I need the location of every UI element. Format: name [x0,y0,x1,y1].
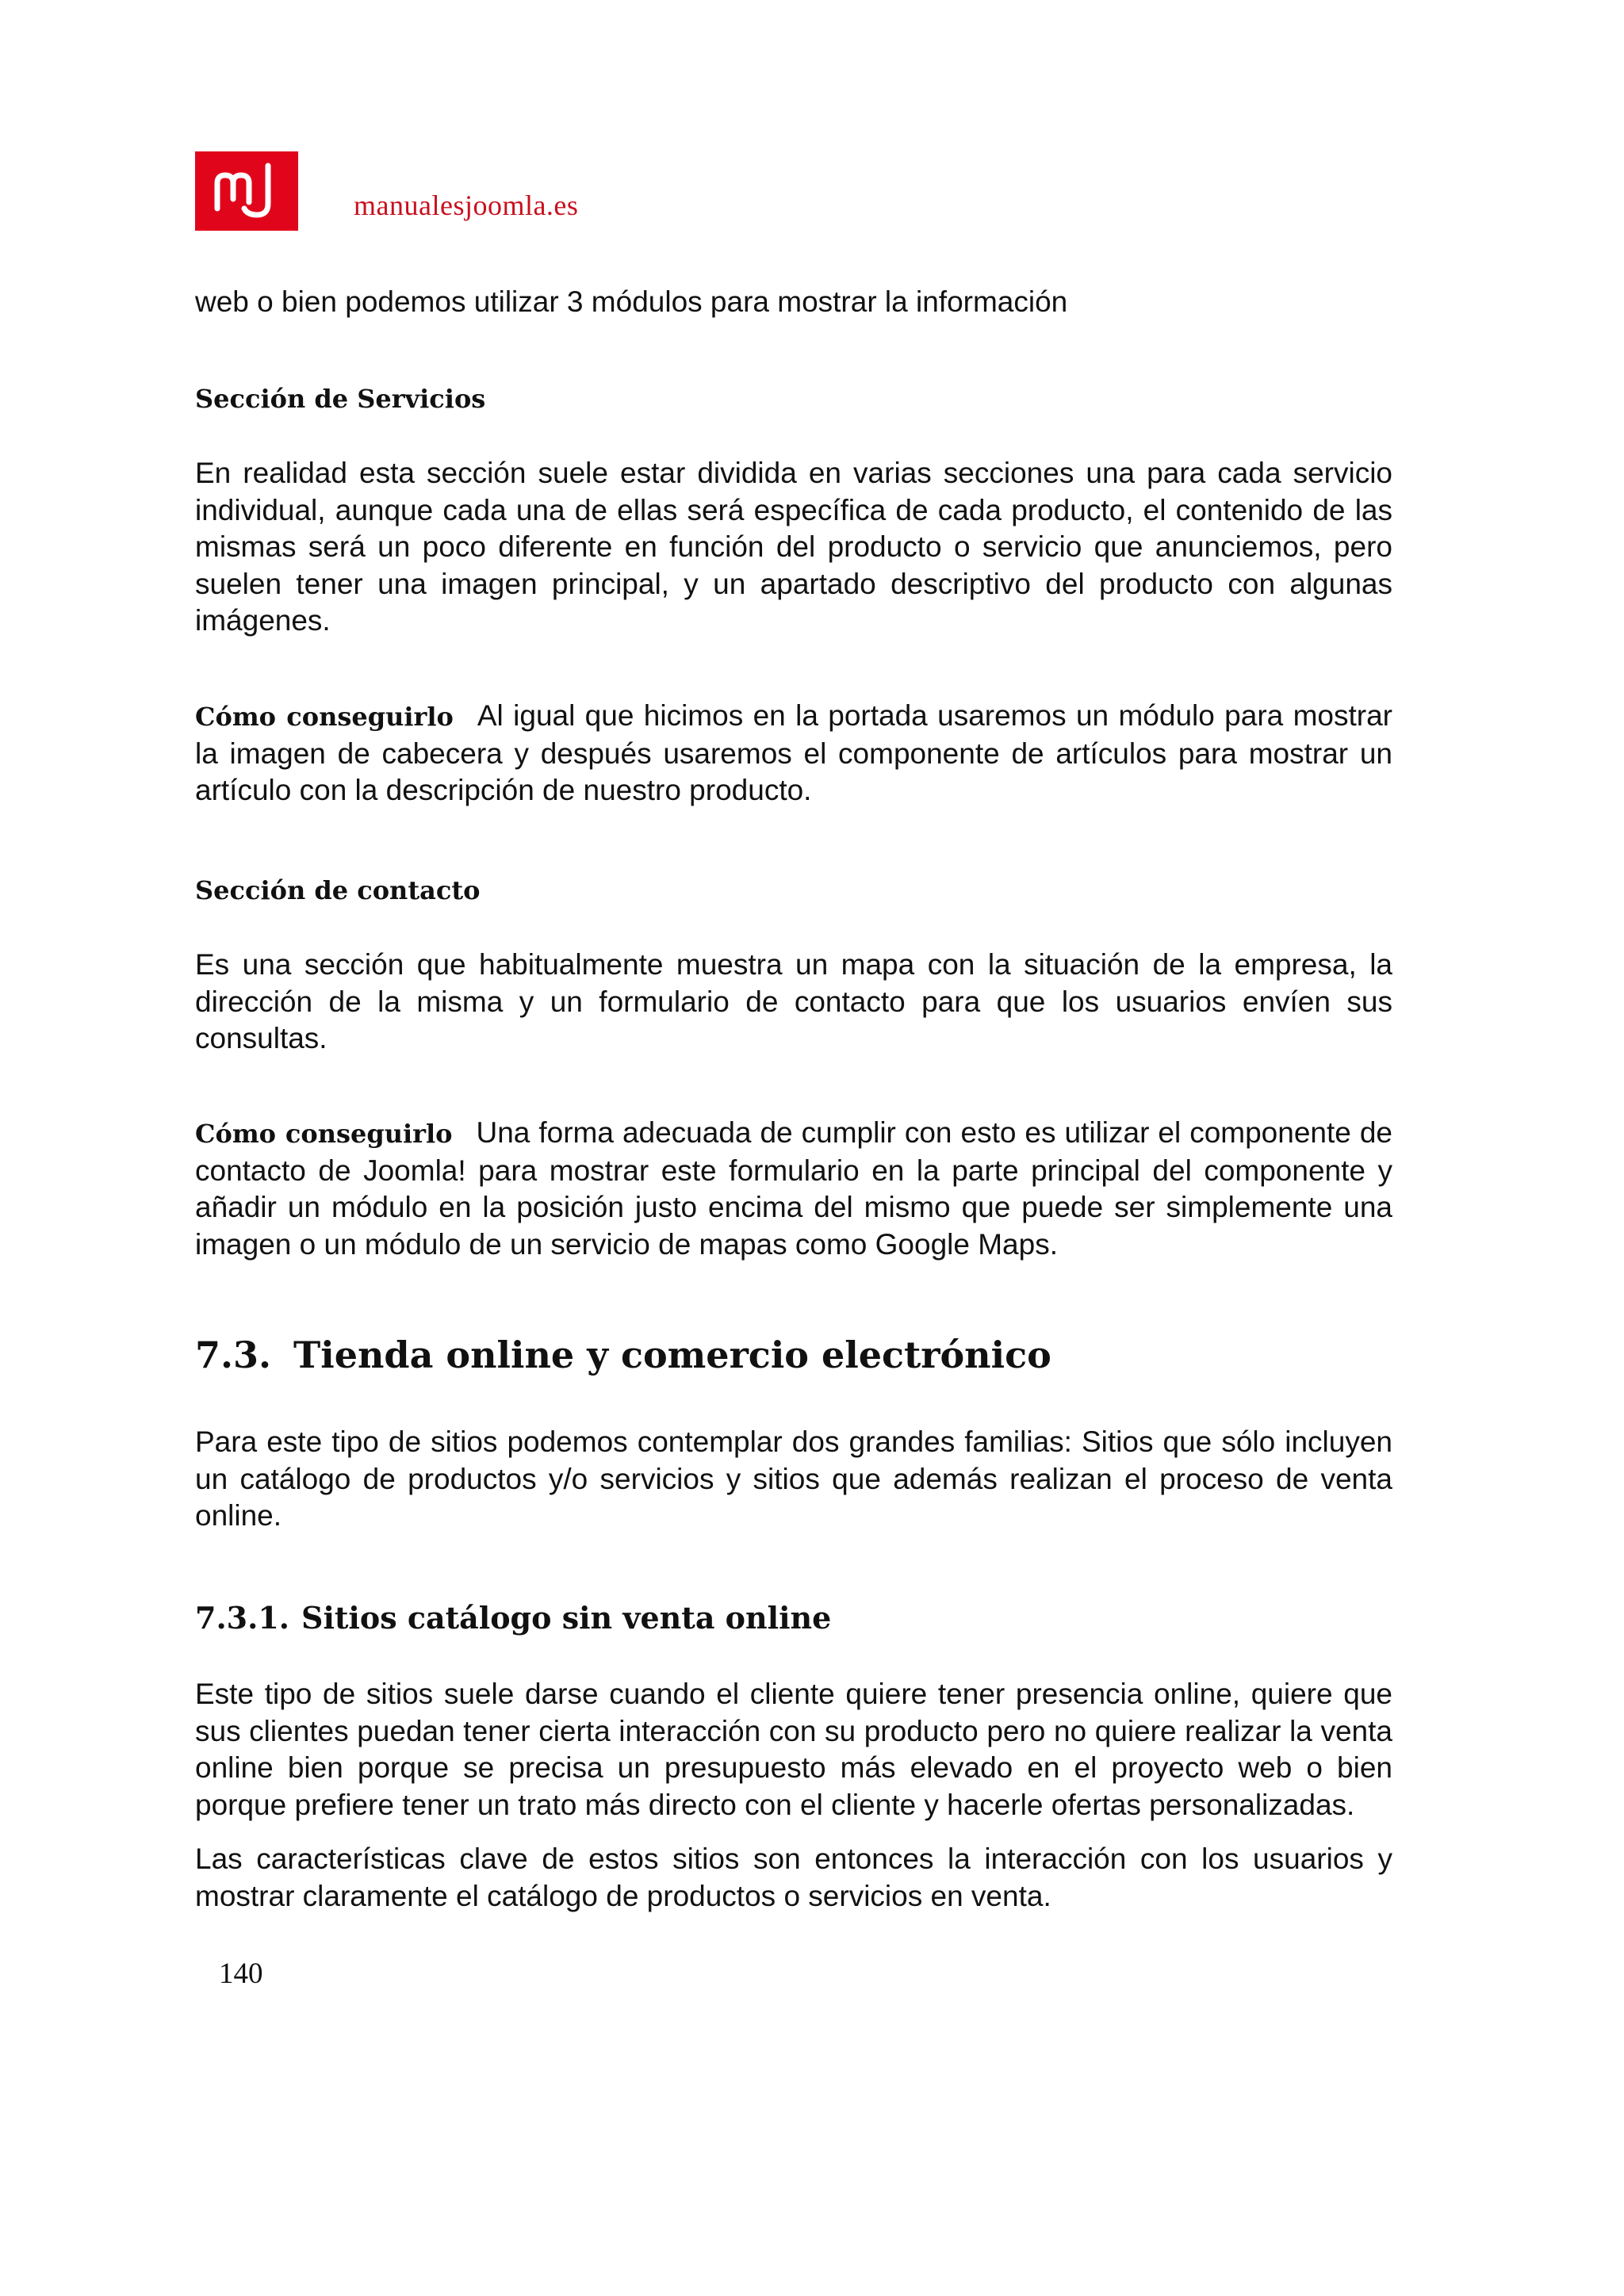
subsection-7-3-1-paragraph-2-block [195,1841,1392,1915]
servicios-paragraph: En realidad esta sección suele estar dividida en varias secciones una para cada servicio individual, aunque cada una de ellas será específica de cada producto, el contenido de las mismas será un poco diferente en función del producto o servicio que anunciemos, pero suelen tener una imagen principal, y un apartado descriptivo del producto con algunas imágenes. [195,457,1392,637]
section-title [195,1334,1392,1376]
servicios-how-block [195,698,1392,809]
section-7-3-paragraph-block [195,1424,1392,1535]
servicios-paragraph-block [195,455,1392,640]
contacto-heading-block [195,875,1392,905]
subsection-paragraph-2: Las características clave de estos sitios son entonces la interacción con los usuarios y mostrar claramente el catálogo de productos o servicios en venta. [195,1843,1392,1912]
servicios-how-heading: Cómo conseguirlo [195,702,454,732]
subsection-paragraph-1: Este tipo de sitios suele darse cuando el cliente quiere tener presencia online, quiere que sus clientes puedan tener cierta interacción con su producto pero no quiere realizar la venta online bien porque se precisa un presupuesto más elevado en el proyecto web o bien porque prefiere tener un trato más directo con el cliente y hacerle ofertas personalizadas. [195,1678,1392,1821]
contacto-paragraph-block [195,947,1392,1058]
section-7-3-paragraph: Para este tipo de sitios podemos contemplar dos grandes familias: Sitios que sólo incluyen un catálogo de productos y/o servicios y sitios que además realizan el proceso de venta online. [195,1425,1392,1532]
contacto-how-text: Una forma adecuada de cumplir con esto es utilizar el componente de contacto de Joomla! para mostrar este formulario en la parte principal del componente y añadir un módulo en la posición justo encima del mismo que puede ser simplemente una imagen o un módulo de un servicio de mapas como Google Maps. [195,1116,1392,1261]
subsection-7-3-1-paragraph-1-block [195,1676,1392,1823]
section-number: 7.3. [195,1334,272,1376]
contacto-heading: Sección de contacto [195,875,481,905]
section-title-text: Tienda online y comercio electrónico [293,1334,1051,1376]
subsection-title [195,1600,1392,1636]
contacto-paragraph: Es una sección que habitualmente muestra un mapa con la situación de la empresa, la dirección de la misma y un formulario de contacto para que los usuarios envíen sus consultas. [195,948,1392,1054]
brand-logo [195,151,298,231]
site-name: manualesjoomla.es [354,189,579,221]
servicios-how-paragraph [195,698,1392,809]
intro-line: web o bien podemos utilizar 3 módulos para mostrar la información [195,285,1068,318]
servicios-how-text: Al igual que hicimos en la portada usaremos un módulo para mostrar la imagen de cabecera y después usaremos el componente de artículos para mostrar un artículo con la descripción de nuestro producto. [195,699,1393,806]
contacto-how-paragraph [195,1115,1392,1263]
contacto-how-block [195,1115,1392,1263]
subsection-7-3-1-title-block [195,1600,1392,1636]
servicios-heading: Sección de Servicios [195,384,486,414]
contacto-how-heading: Cómo conseguirlo [195,1119,453,1149]
subsection-title-text: Sitios catálogo sin venta online [301,1600,832,1636]
servicios-heading-block [195,384,1392,414]
intro-block [195,284,1392,321]
page-number: 140 [219,1957,263,1990]
mj-logo-icon [195,151,298,231]
subsection-number: 7.3.1. [195,1600,290,1636]
section-7-3-title-block [195,1334,1392,1376]
